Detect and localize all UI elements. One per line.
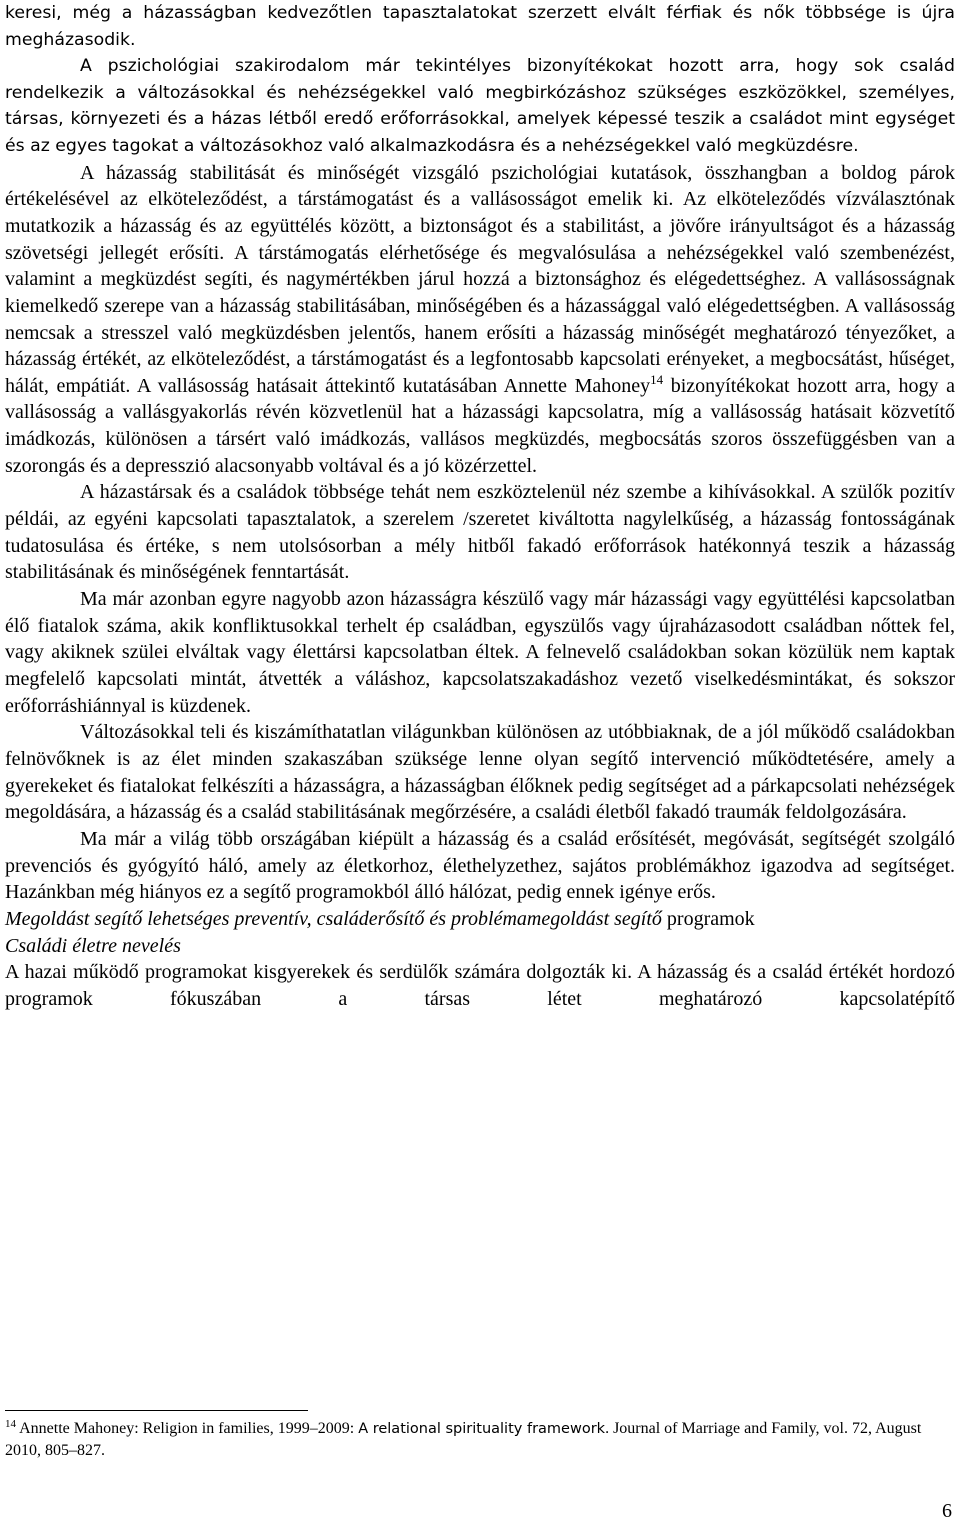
paragraph-3-text-b: bizonyítékokat hozott arra, hogy a vallásosság a vallásgyakorlás révén közvetlenül hat a házassági kapcsolatra, míg a vallásosság hatásait közvetítő imádkozás, különösen a társért való imádkozás, vallásos megküzdés, megbocsátás szoros összefüggésben van a szorongás és a depresszió alacsonyabb voltával és a jó közérzettel.	[5, 374, 955, 477]
section-heading-plain: programok	[661, 907, 755, 930]
paragraph-3	[5, 160, 955, 480]
paragraph-1: keresi, még a házasságban kedvezőtlen tapasztalatokat szerzett elvált férfiak és nők többsége is újra megházasodik.	[5, 3, 955, 50]
footnote-number: 14	[5, 1418, 16, 1430]
page-number: 6	[942, 1500, 952, 1522]
subsection-heading: Családi életre nevelés	[5, 934, 181, 957]
footnote-divider	[5, 1410, 308, 1411]
footnote-text-a: Annette Mahoney: Religion in families, 1999–2009:	[16, 1420, 359, 1437]
section-heading	[5, 906, 955, 933]
paragraph-6: Változásokkal teli és kiszámíthatatlan világunkban különösen az utóbbiaknak, de a jól működő családokban felnövőknek is az élet minden szakaszában szüksége lenne olyan segítő intervenció működtetésére, amely a gyerekeket és fiatalokat felkészíti a házasságra, a házasságban élőknek pedig segítséget ad a párkapcsolati nehézségek megoldására, a házasság és a család stabilitásának megőrzésére, a családi életből fakadó traumák feldolgozására.	[5, 721, 955, 824]
paragraph-4: A házastársak és a családok többsége tehát nem eszköztelenül néz szembe a kihívásokkal. A szülők pozitív példái, az egyéni kapcsolati tapasztalatok, a szerelem /szeretet kiváltotta nagylelkűség, a házasság fontosságának tudatosulása és értéke, s nem utolsósorban a mély hitből fakadó erőforrások hatékonnyá teszik a házasság stabilitásának és minőségének fenntartását.	[5, 481, 955, 584]
document-page	[5, 0, 955, 1012]
paragraph-5: Ma már azonban egyre nagyobb azon házasságra készülő vagy már házassági vagy együttélési kapcsolatban élő fiatalok száma, akik konfliktusokkal terhelt ép családban, egyszülős vagy újraházasodott családban nőttek fel, vagy akiknek szülei elváltak vagy élettársi kapcsolatban éltek. A felnevelő családokban sokan közülük nem kaptak megfelelő kapcsolati mintát, átvették a váláshoz, kapcsolatszakadáshoz vezető viselkedésmintákat, és sokszor erőforráshiánnyal is küzdenek.	[5, 588, 955, 717]
paragraph-7: Ma már a világ több országában kiépült a házasság és a család erősítését, megóvását, segítségét szolgáló prevenciós és gyógyító háló, amely az életkorhoz, élethelyzethez, sajátos problémákhoz igazodva ad segítséget. Hazánkban még hiányos ez a segítő programokból álló hálózat, pedig ennek igénye erős.	[5, 827, 955, 904]
paragraph-2: A pszichológiai szakirodalom már tekintélyes bizonyítékokat hozott arra, hogy sok család rendelkezik a változásokkal és nehézségekkel való megbirkózáshoz szükséges eszközökkel, személyes, társas, környezeti és a házas létből eredő erőforrásokkal, amelyek képessé teszik a családot mint egységet és az egyes tagokat a változásokhoz való alkalmazkodásra és a nehézségekkel való megküzdésre.	[5, 56, 955, 156]
footnote	[5, 1418, 955, 1462]
paragraph-8: A hazai működő programokat kisgyerekek és serdülők számára dolgozták ki. A házasság és a család értékét hordozó programok fókuszában a társas létet meghatározó kapcsolatépítő	[5, 961, 955, 1010]
footnote-reference: 14	[650, 371, 664, 387]
footnote-text-b: A relational spirituality framework	[358, 1421, 606, 1437]
section-heading-italic: Megoldást segítő lehetséges preventív, családerősítő és problémamegoldást segítő	[5, 907, 662, 930]
paragraph-3-text-a: A házasság stabilitását és minőségét vizsgáló pszichológiai kutatások, összhangban a boldog párok értékelésével az elköteleződést, a társtámogatást és a vallásosságot emelik ki. Az elköteleződés vízválasztónak mutatkozik a házasság és az együttélés között, a biztonságot és a stabilitást, a jövőre irányultságot és a házasság szövetségi jellegét erősíti. A társtámogatás elérhetősége és megvalósulása a nehézségekkel való szembenézést, valamint a megküzdést segíti, és nagymértékben járul hozzá a biztonsághoz és elégedettséghez. A vallásosságnak kiemelkedő szerepe van a házasság stabilitásában, minőségében és a házassággal való elégedettségben. A vallásosság nemcsak a stresszel való megküzdésben jelentős, hanem erősíti a házasság minőségét meghatározó tényezőket, a házasság értékét, az elköteleződést, a társtámogatást és a legfontosabb kapcsolati erényeket, a megbocsátást, hűséget, hálát, empátiát. A vallásosság hatásait áttekintő kutatásában Annette Mahoney	[5, 161, 955, 397]
footnote-text-c: . Journal of Marriage and Family, vol. 72, August 2010, 805–827.	[5, 1420, 922, 1459]
